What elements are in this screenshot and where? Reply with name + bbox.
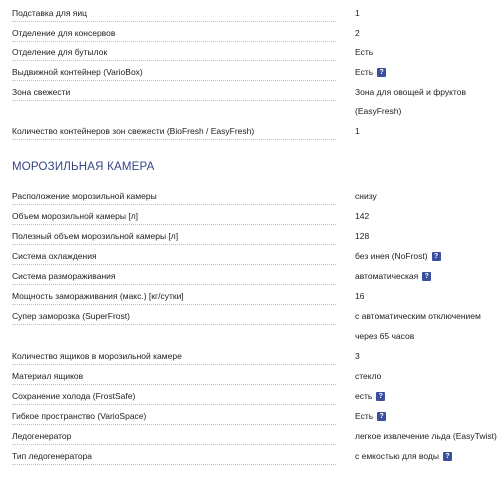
- spec-value: легкое извлечение льда (EasyTwist): [355, 431, 497, 441]
- spec-value-wrap: [355, 66, 386, 78]
- spec-label: Подставка для яиц: [12, 7, 336, 22]
- spec-value: снизу: [355, 191, 377, 201]
- help-icon[interactable]: ?: [422, 272, 431, 281]
- spec-value: без инея (NoFrost): [355, 251, 428, 261]
- spec-label: Количество ящиков в морозильной камере: [12, 350, 336, 365]
- spec-value: Зона для овощей и фруктов: [355, 87, 466, 97]
- spec-value-wrap: [355, 450, 452, 462]
- spec-label: Супер заморозка (SuperFrost): [12, 310, 336, 325]
- spec-label: Ледогенератор: [12, 430, 336, 445]
- spec-value: 128: [355, 231, 370, 241]
- section-title-freezer: МОРОЗИЛЬНАЯ КАМЕРА: [12, 161, 155, 173]
- spec-value: с автоматическим отключением: [355, 311, 481, 321]
- help-icon[interactable]: ?: [432, 252, 441, 261]
- spec-label: Количество контейнеров зон свежести (BioFresh / EasyFresh): [12, 125, 336, 140]
- spec-value-line2: через 65 часов: [355, 331, 415, 341]
- spec-label: Мощность замораживания (макс.) [кг/сутки]: [12, 290, 336, 305]
- spec-value: 1: [355, 126, 360, 136]
- spec-label: Сохранение холода (FrostSafe): [12, 390, 336, 405]
- spec-value: Есть: [355, 47, 374, 57]
- spec-value: с емкостью для воды: [355, 451, 439, 461]
- spec-value: 142: [355, 211, 370, 221]
- spec-value: автоматическая: [355, 271, 419, 281]
- spec-value-wrap: [355, 390, 385, 402]
- help-icon[interactable]: ?: [376, 392, 385, 401]
- spec-label: Выдвижной контейнер (VarioBox): [12, 66, 336, 81]
- spec-value: Есть: [355, 67, 374, 77]
- spec-label: Объем морозильной камеры [л]: [12, 210, 336, 225]
- spec-value: 3: [355, 351, 360, 361]
- spec-value: Есть: [355, 411, 374, 421]
- spec-label: Система размораживания: [12, 270, 336, 285]
- spec-label: Полезный объем морозильной камеры [л]: [12, 230, 336, 245]
- help-icon[interactable]: ?: [443, 452, 452, 461]
- spec-value-wrap: [355, 270, 431, 282]
- spec-label: Тип ледогенератора: [12, 450, 336, 465]
- spec-label: Материал ящиков: [12, 370, 336, 385]
- spec-label: Отделение для консервов: [12, 27, 336, 42]
- spec-value: стекло: [355, 371, 382, 381]
- spec-label: Отделение для бутылок: [12, 46, 336, 61]
- help-icon[interactable]: ?: [377, 68, 386, 77]
- spec-label: Расположение морозильной камеры: [12, 190, 336, 205]
- spec-value-wrap: [355, 410, 386, 422]
- spec-value: 16: [355, 291, 365, 301]
- spec-value-line2: (EasyFresh): [355, 106, 402, 116]
- spec-value: 2: [355, 28, 360, 38]
- spec-label: Гибкое пространство (VarioSpace): [12, 410, 336, 425]
- help-icon[interactable]: ?: [377, 412, 386, 421]
- spec-value-wrap: [355, 250, 441, 262]
- spec-label: Система охлаждения: [12, 250, 336, 265]
- spec-value: есть: [355, 391, 373, 401]
- spec-value: 1: [355, 8, 360, 18]
- spec-label: Зона свежести: [12, 86, 336, 101]
